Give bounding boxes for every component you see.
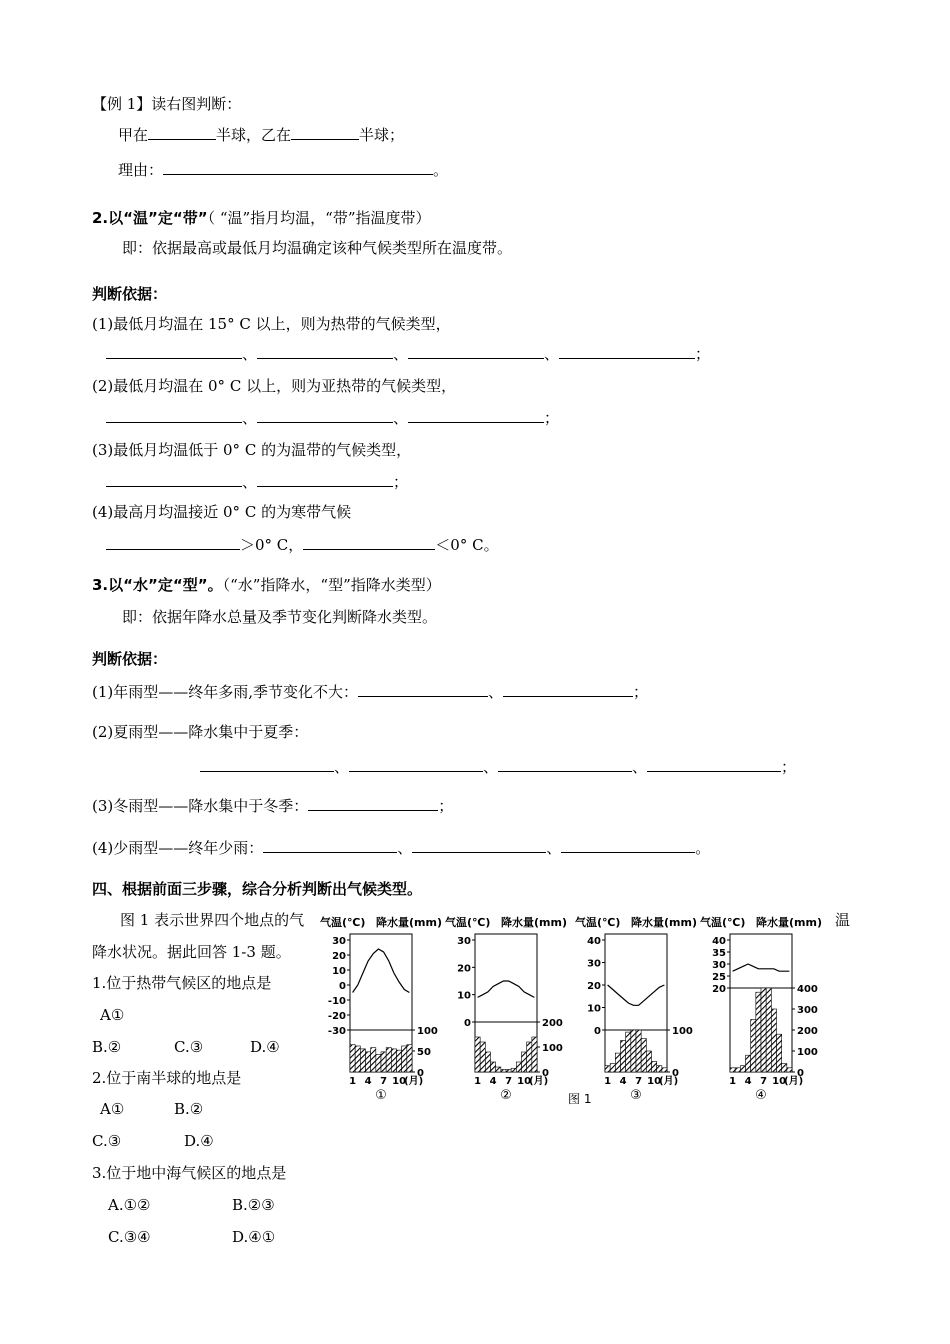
sec4-intro-2: 降水状况。据此回答 1-3 题。	[92, 943, 291, 961]
blank[interactable]	[561, 838, 695, 853]
month-unit: (月)	[784, 1076, 804, 1087]
q2-option-a[interactable]: A①	[100, 1100, 125, 1118]
temp-tick-label: 20	[332, 951, 346, 962]
temp-tick-label: 30	[457, 936, 471, 947]
month-label: 4	[364, 1076, 372, 1087]
precip-bar	[350, 1045, 355, 1072]
precip-bar	[652, 1062, 657, 1073]
precip-bar	[366, 1052, 371, 1072]
chart-label: ④	[755, 1088, 767, 1103]
temp-tick-label: 40	[587, 936, 601, 947]
precip-bar	[511, 1068, 516, 1072]
precip-tick-label: 200	[797, 1026, 818, 1037]
precip-bar	[761, 988, 766, 1072]
sec4-intro-1: 图 1 表示世界四个地点的气	[120, 911, 305, 929]
climate-chart-2	[445, 915, 567, 1103]
precip-tick-label: 100	[797, 1047, 818, 1058]
precip-tick-label: 100	[417, 1026, 438, 1037]
example-line1: 甲在 半球，乙在 半球；	[118, 126, 405, 144]
month-label: 4	[489, 1076, 497, 1087]
blank[interactable]	[106, 344, 242, 359]
climate-chart-1	[320, 915, 442, 1103]
month-label: 1	[474, 1076, 482, 1087]
precip-bar	[771, 1009, 776, 1072]
sec4-intro-cont: 温	[835, 911, 851, 929]
precip-bar	[766, 988, 771, 1072]
temp-tick-label: 25	[712, 972, 726, 983]
blank[interactable]	[257, 408, 393, 423]
blank[interactable]	[303, 535, 435, 550]
blank[interactable]	[163, 160, 433, 175]
precip-bar	[522, 1052, 527, 1072]
sec2-heading: 2.以“温”定“带”（ “温”指月均温，“带”指温度带）	[92, 209, 431, 227]
blank[interactable]	[148, 125, 216, 140]
sec3-item-2: (2)夏雨型——降水集中于夏季：	[92, 723, 309, 741]
precip-bar	[621, 1041, 626, 1073]
temp-tick-label: 30	[332, 936, 346, 947]
blank[interactable]	[106, 472, 242, 487]
precip-bar	[381, 1052, 386, 1072]
blank[interactable]	[408, 344, 544, 359]
precip-bar	[787, 1068, 792, 1072]
month-label: 7	[380, 1076, 388, 1087]
sec2-blanks-3: 、 ；	[106, 472, 408, 492]
sec2-blanks-2: 、 、 ；	[106, 408, 559, 428]
precip-bar	[402, 1046, 407, 1072]
precip-bar	[397, 1050, 402, 1072]
blank[interactable]	[308, 796, 438, 811]
month-label: 10	[647, 1076, 662, 1087]
chart-label: ①	[375, 1088, 387, 1103]
precip-bar	[475, 1037, 480, 1072]
temp-tick-label: 40	[712, 936, 726, 947]
q3-option-a[interactable]: A.①②	[108, 1196, 151, 1214]
precip-bar	[371, 1048, 376, 1072]
q1-stem: 1.位于热带气候区的地点是	[92, 974, 272, 992]
precip-bar	[662, 1068, 667, 1072]
example-title: 【例 1】读右图判断：	[92, 95, 242, 113]
blank[interactable]	[257, 344, 393, 359]
precip-tick-label: 400	[797, 984, 818, 995]
temp-curve	[733, 964, 790, 971]
precip-tick-label: 0	[542, 1068, 549, 1079]
chart-title-temp: 气温(℃)	[700, 916, 746, 929]
precip-bar	[610, 1064, 615, 1072]
precip-bar	[636, 1030, 641, 1072]
temp-tick-label: 35	[712, 948, 726, 959]
precip-bar	[527, 1042, 532, 1072]
q2-option-b[interactable]: B.②	[174, 1100, 204, 1118]
month-label: 10	[772, 1076, 787, 1087]
precip-tick-label: 0	[672, 1068, 679, 1079]
precip-bar	[532, 1037, 537, 1072]
chart-title-precip: 降水量(mm)	[501, 916, 567, 929]
chart-label: ③	[630, 1088, 642, 1103]
month-label: 1	[729, 1076, 737, 1087]
precip-bar	[491, 1062, 496, 1072]
temp-tick-label: 20	[587, 981, 601, 992]
precip-bar	[777, 1034, 782, 1072]
month-label: 4	[744, 1076, 752, 1087]
precip-tick-label: 200	[542, 1018, 563, 1029]
precip-tick-label: 0	[417, 1068, 424, 1079]
precip-bar	[360, 1049, 365, 1072]
precip-bar	[386, 1048, 391, 1072]
precip-bar	[646, 1051, 651, 1072]
sec3-basis: 判断依据：	[92, 650, 168, 668]
q3-stem: 3.位于地中海气候区的地点是	[92, 1164, 287, 1182]
q2-stem: 2.位于南半球的地点是	[92, 1069, 242, 1087]
sec2-item-4: (4)最高月均温接近 0° C 的为寒带气候	[92, 503, 352, 521]
sec2-item-2: (2)最低月均温在 0° C 以上，则为亚热带的气候类型，	[92, 377, 457, 395]
sec2-item-3: (3)最低月均温低于 0° C 的为温带的气候类型，	[92, 441, 412, 459]
sec3-blanks-2: 、 、 、 ；	[200, 757, 796, 777]
precip-bar	[407, 1045, 412, 1072]
month-unit: (月)	[659, 1076, 679, 1087]
q1-option-a[interactable]: A①	[100, 1006, 125, 1024]
blank[interactable]	[412, 838, 546, 853]
chart-title-precip: 降水量(mm)	[376, 916, 442, 929]
climate-chart-3	[575, 915, 697, 1103]
sec2-desc: 即：依据最高或最低月均温确定该种气候类型所在温度带。	[122, 239, 513, 257]
month-unit: (月)	[404, 1076, 424, 1087]
temp-curve	[608, 985, 665, 1005]
month-label: 7	[635, 1076, 643, 1087]
blank[interactable]	[257, 472, 393, 487]
blank[interactable]	[408, 408, 544, 423]
precip-bar	[751, 1020, 756, 1073]
blank[interactable]	[106, 408, 242, 423]
q2-option-d[interactable]: D.④	[184, 1132, 214, 1150]
blank[interactable]	[263, 838, 397, 853]
precip-bar	[615, 1053, 620, 1072]
temp-tick-label: 10	[332, 966, 346, 977]
precip-bar	[496, 1067, 501, 1072]
precip-bar	[355, 1046, 360, 1072]
q1-option-c[interactable]: C.③	[174, 1038, 204, 1056]
temp-tick-label: -10	[327, 996, 346, 1007]
temp-curve	[353, 949, 410, 993]
precip-bar	[730, 1068, 735, 1072]
chart-title-temp: 气温(℃)	[320, 916, 366, 929]
climate-charts-figure	[320, 912, 835, 1112]
temp-tick-label: 20	[457, 963, 471, 975]
month-label: 4	[619, 1076, 627, 1087]
q1-option-d[interactable]: D.④	[250, 1038, 280, 1056]
month-label: 10	[517, 1076, 532, 1087]
sec2-blanks-1: 、 、 、 ；	[106, 344, 710, 364]
temp-tick-label: 20	[712, 984, 726, 995]
sec3-item-3: (3)冬雨型——降水集中于冬季： ；	[92, 797, 454, 815]
temp-tick-label: 0	[339, 981, 346, 992]
blank[interactable]	[349, 757, 483, 772]
sec2-item-1: (1)最低月均温在 15° C 以上，则为热带的气候类型，	[92, 315, 451, 333]
precip-bar	[735, 1068, 740, 1072]
precip-bar	[376, 1054, 381, 1072]
precip-bar	[516, 1062, 521, 1072]
temp-tick-label: 30	[587, 958, 601, 970]
sec3-item-1: (1)年雨型——终年多雨,季节变化不大： 、 ；	[92, 683, 649, 701]
temp-curve	[478, 981, 535, 997]
sec2-blanks-4: ＞0° C， ＜0° C。	[106, 535, 499, 555]
climate-chart-4	[700, 915, 822, 1103]
sec3-desc: 即：依据年降水总量及季节变化判断降水类型。	[122, 608, 438, 626]
precip-tick-label: 100	[542, 1043, 563, 1054]
precip-bar	[626, 1032, 631, 1072]
temp-tick-label: 10	[457, 990, 471, 1002]
blank[interactable]	[647, 757, 781, 772]
precip-bar	[756, 992, 761, 1072]
q3-option-b[interactable]: B.②③	[232, 1196, 275, 1214]
chart-title-precip: 降水量(mm)	[631, 916, 697, 929]
precip-bar	[631, 1030, 636, 1072]
temp-tick-label: -30	[327, 1026, 346, 1037]
blank[interactable]	[503, 682, 633, 697]
precip-tick-label: 100	[672, 1026, 693, 1037]
q3-option-c[interactable]: C.③④	[108, 1228, 151, 1246]
month-label: 10	[392, 1076, 407, 1087]
precip-bar	[480, 1042, 485, 1072]
precip-bar	[605, 1066, 610, 1072]
chart-title-temp: 气温(℃)	[575, 916, 621, 929]
blank[interactable]	[498, 757, 632, 772]
precip-bar	[506, 1070, 511, 1073]
temp-tick-label: -20	[327, 1011, 346, 1022]
month-label: 7	[505, 1076, 513, 1087]
q1-option-b[interactable]: B.②	[92, 1038, 122, 1056]
precip-bar	[641, 1038, 646, 1072]
sec3-item-4: (4)少雨型——终年少雨： 、 、 。	[92, 839, 711, 857]
precip-tick-label: 50	[417, 1047, 431, 1058]
chart-title-temp: 气温(℃)	[445, 916, 491, 929]
precip-bar	[782, 1064, 787, 1072]
precip-bar	[746, 1055, 751, 1072]
sec4-heading: 四、根据前面三步骤，综合分析判断出气候类型。	[92, 880, 423, 898]
precip-tick-label: 0	[797, 1068, 804, 1079]
month-unit: (月)	[529, 1076, 549, 1087]
temp-tick-label: 10	[587, 1003, 601, 1015]
temp-tick-label: 30	[712, 960, 726, 971]
month-label: 1	[349, 1076, 357, 1087]
precip-bar	[391, 1049, 396, 1072]
blank[interactable]	[358, 682, 488, 697]
temp-tick-label: 0	[594, 1026, 601, 1037]
blank[interactable]	[200, 757, 334, 772]
month-label: 1	[604, 1076, 612, 1087]
figure-caption: 图 1	[568, 1092, 592, 1106]
chart-label: ②	[500, 1088, 512, 1103]
month-label: 7	[760, 1076, 768, 1087]
temp-tick-label: 0	[464, 1018, 471, 1029]
blank[interactable]	[106, 535, 240, 550]
sec2-basis: 判断依据：	[92, 285, 168, 303]
precip-bar	[485, 1052, 490, 1072]
blank[interactable]	[291, 125, 359, 140]
example-line2: 理由： 。	[118, 161, 449, 179]
chart-title-precip: 降水量(mm)	[756, 916, 822, 929]
precip-bar	[740, 1066, 745, 1072]
precip-bar	[501, 1070, 506, 1073]
q2-option-c[interactable]: C.③	[92, 1132, 122, 1150]
precip-bar	[657, 1066, 662, 1072]
blank[interactable]	[559, 344, 695, 359]
q3-option-d[interactable]: D.④①	[232, 1228, 276, 1246]
precip-tick-label: 300	[797, 1005, 818, 1016]
sec3-heading: 3.以“水”定“型”。（“水”指降水，“型”指降水类型）	[92, 576, 441, 594]
